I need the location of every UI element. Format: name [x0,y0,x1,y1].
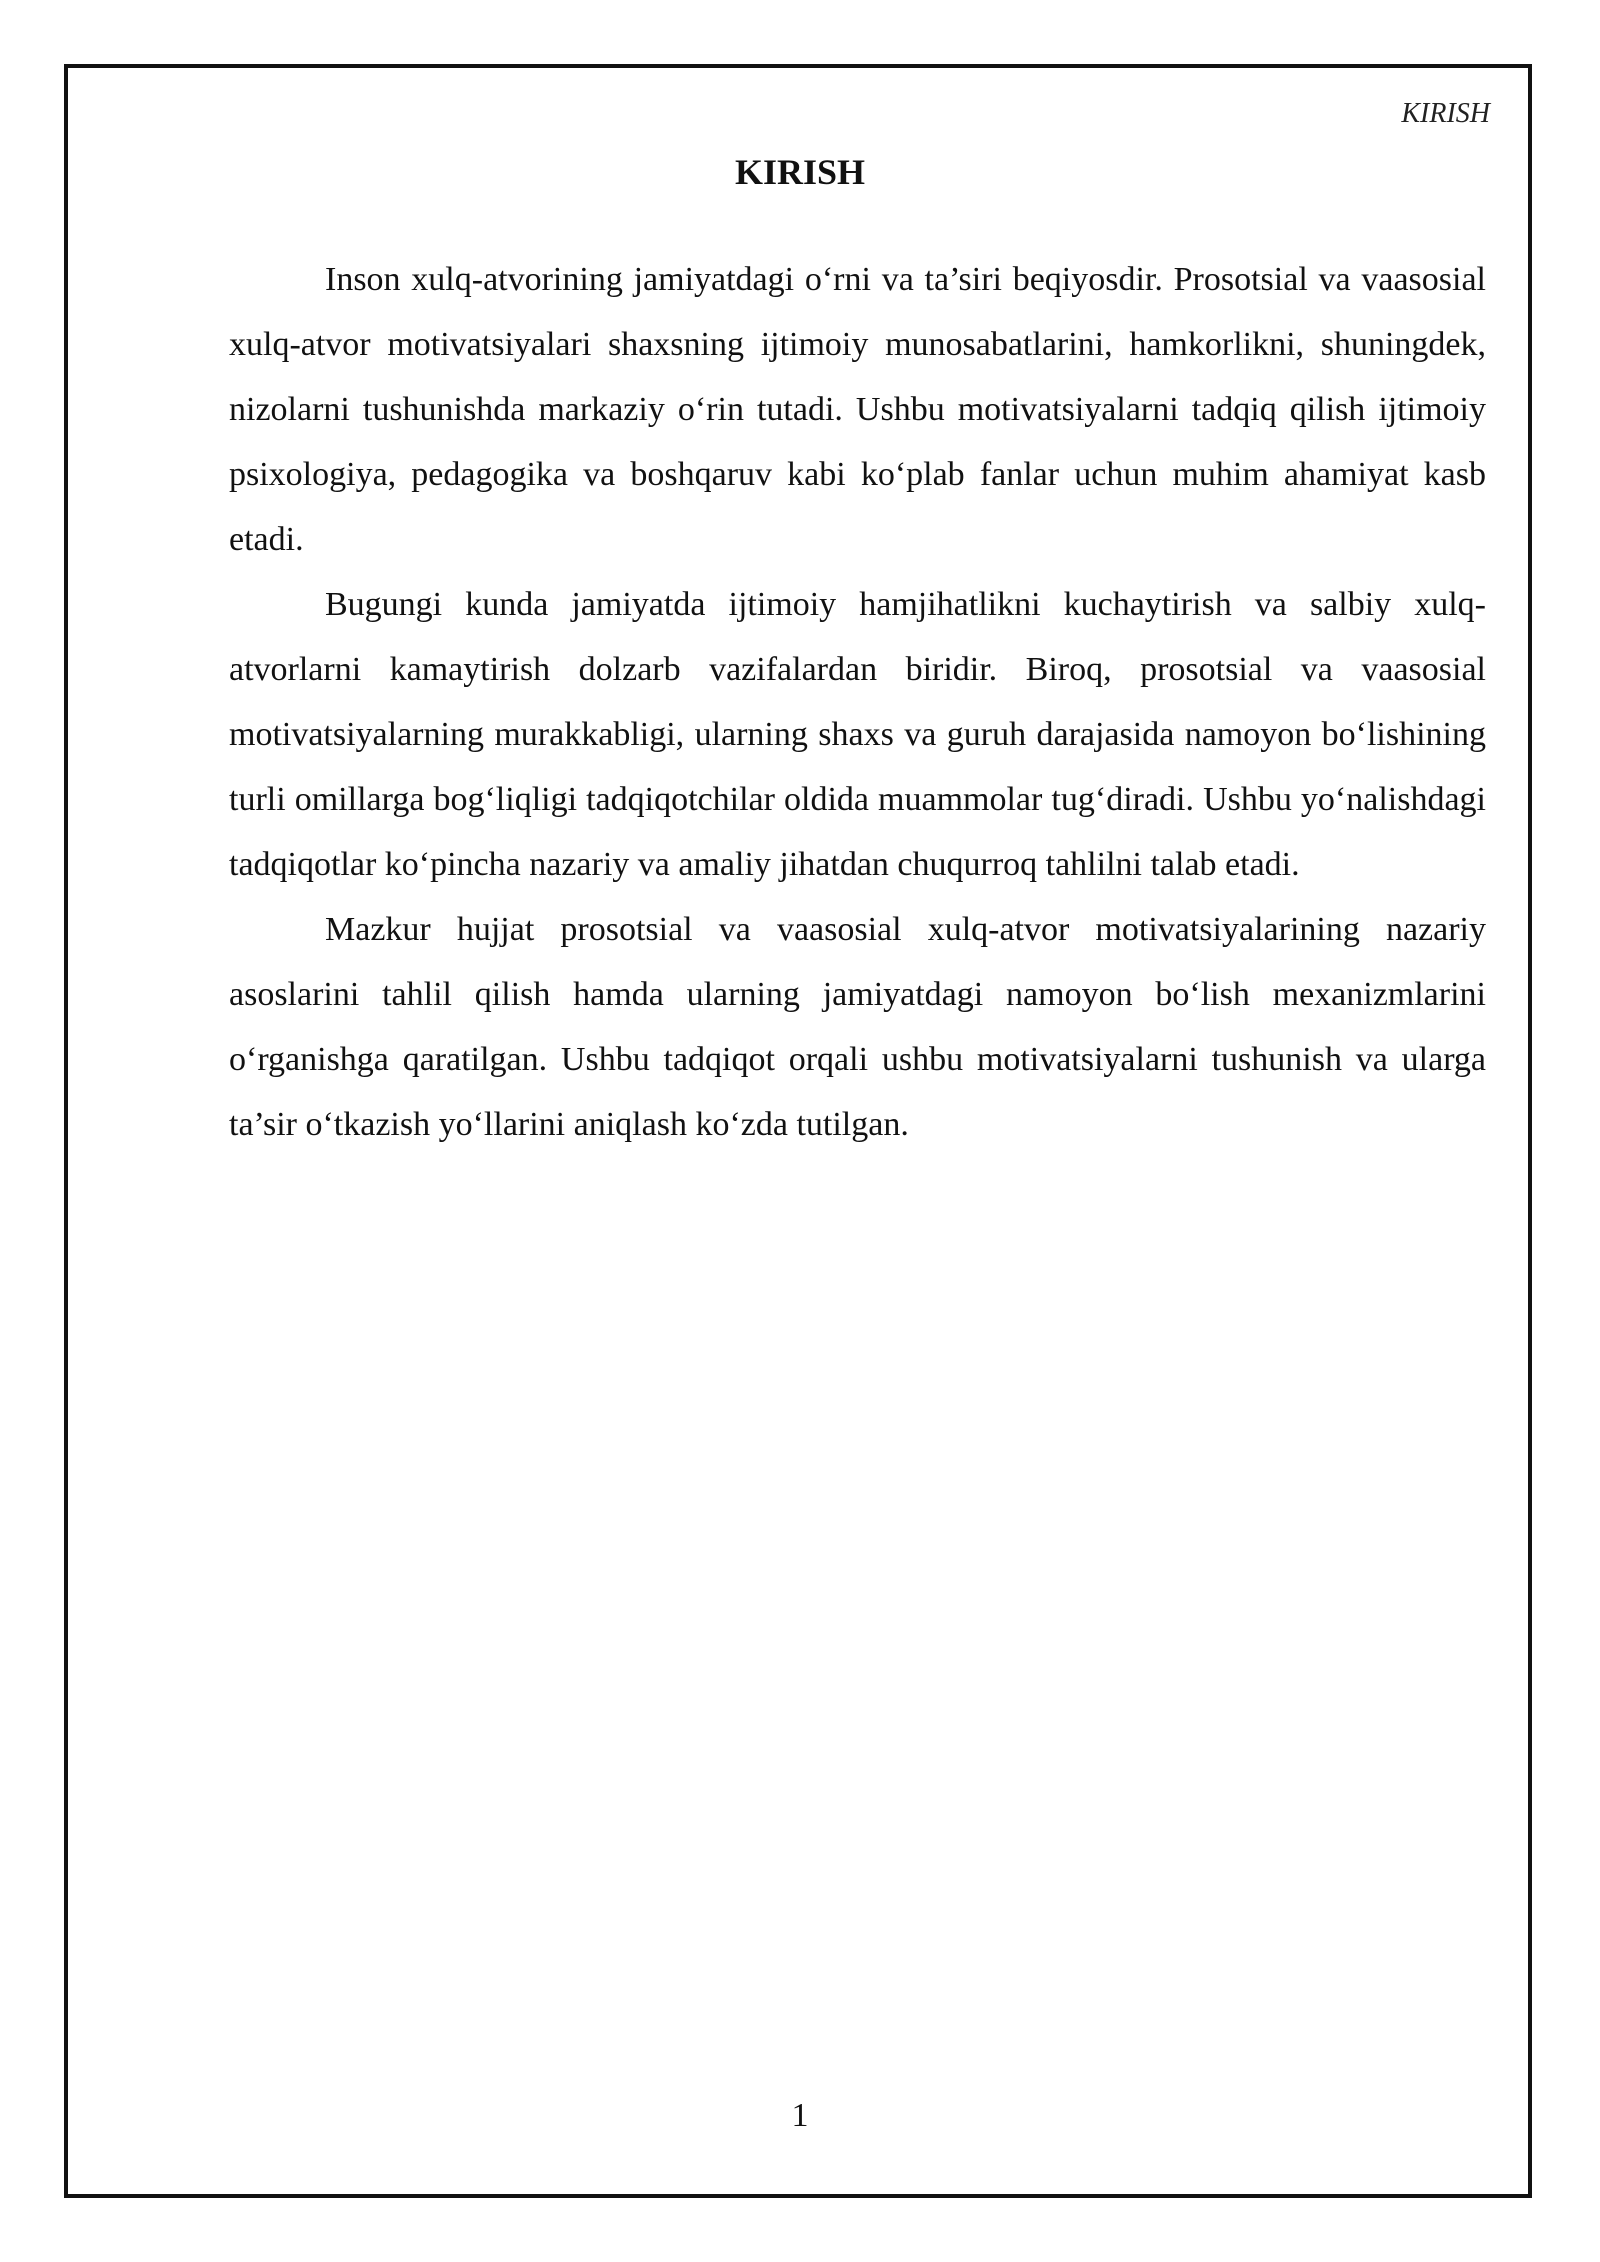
body-text [229,247,1486,1157]
paragraph-1: Inson xulq-atvorining jamiyatdagi o‘rni va ta’siri beqiyosdir. Prosotsial va vaasosial xulq-atvor motivatsiyalari shaxsning ijtimoiy munosabatlarini, hamkorlikni, shuningdek, nizolarni tushunishda markaziy o‘rin tutadi. Ushbu motivatsiyalarni tadqiq qilish ijtimoiy psixologiya, pedagogika va boshqaruv kabi ko‘plab fanlar uchun muhim ahamiyat kasb etadi. [229,261,1486,558]
page-title: KIRISH [734,152,866,192]
page-number: 1 [791,2097,809,2134]
running-header: KIRISH [1401,98,1490,129]
paragraph-2: Bugungi kunda jamiyatda ijtimoiy hamjihatlikni kuchaytirish va salbiy xulq-atvorlarni kamaytirish dolzarb vazifalardan biridir. Biroq, prosotsial va vaasosial motivatsiyalarning murakkabligi, ularning shaxs va guruh darajasida namoyon bo‘lishining turli omillarga bog‘liqligi tadqiqotchilar oldida muammolar tug‘diradi. Ushbu yo‘nalishdagi tadqiqotlar ko‘pincha nazariy va amaliy jihatdan chuqurroq tahlilni talab etadi. [229,586,1486,883]
paragraph-3: Mazkur hujjat prosotsial va vaasosial xulq-atvor motivatsiyalarining nazariy asoslarini tahlil qilish hamda ularning jamiyatdagi namoyon bo‘lish mexanizmlarini o‘rganishga qaratilgan. Ushbu tadqiqot orqali ushbu motivatsiyalarni tushunish va ularga ta’sir o‘tkazish yo‘llarini aniqlash ko‘zda tutilgan. [229,911,1486,1143]
